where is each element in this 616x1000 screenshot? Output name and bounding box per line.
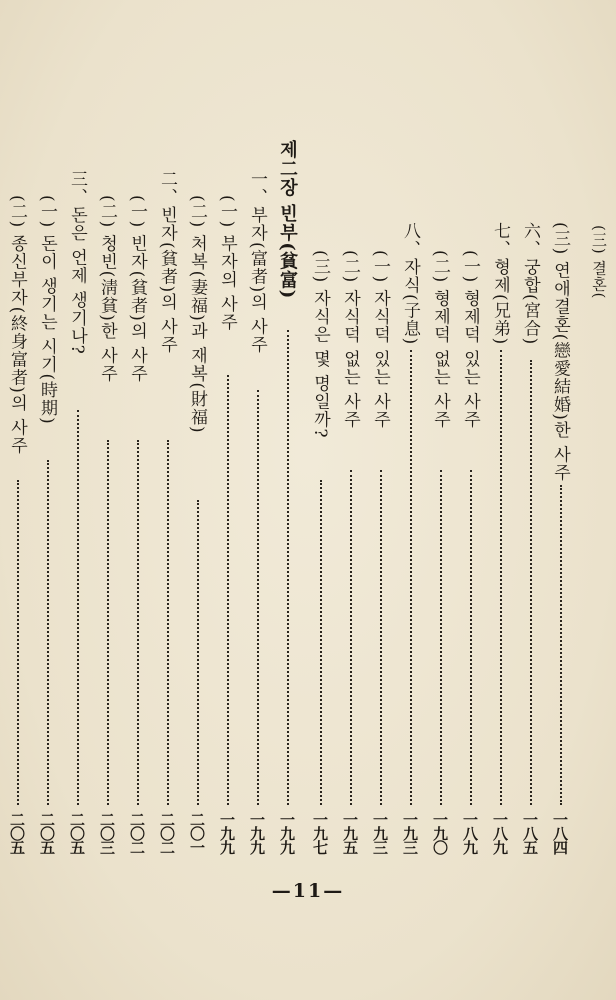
toc-page-ref: 二〇五 xyxy=(68,812,86,854)
leader-dots xyxy=(17,480,21,805)
toc-entry-text: (二) 자식덕 없는 사주 xyxy=(340,250,360,429)
toc-page-ref: 一九九 xyxy=(248,812,266,854)
leader-dots xyxy=(350,470,354,805)
toc-entry xyxy=(242,170,272,354)
toc-entry-text: 一、부자(富者)의 사주 xyxy=(247,170,267,354)
toc-entry-text: (二) 종신부자(終身富者)의 사주 xyxy=(7,195,27,455)
toc-page-ref: 一九九 xyxy=(278,812,296,854)
toc-page-ref: 一九七 xyxy=(311,812,329,854)
toc-page-ref: 一九三 xyxy=(371,812,389,854)
toc-entry xyxy=(152,170,182,354)
toc-entry xyxy=(212,195,242,331)
leader-dots xyxy=(137,440,141,805)
toc-entry xyxy=(305,250,335,439)
toc-entry-text: (一) 돈이 생기는 시기(時期) xyxy=(37,195,57,425)
toc-entry xyxy=(182,195,212,434)
toc-entry-text: 二、빈자(貧者)의 사주 xyxy=(157,170,177,354)
toc-entry xyxy=(515,222,545,345)
toc-entry-text: (一) 자식덕 있는 사주 xyxy=(370,250,390,429)
toc-entry-text: 제二장 빈부(貧富) xyxy=(277,140,298,300)
toc-entry xyxy=(92,195,122,382)
toc-page-ref: 二〇五 xyxy=(8,812,26,854)
toc-page-ref: 二〇二 xyxy=(158,812,176,854)
toc-entry-text: (一) 형제덕 있는 사주 xyxy=(460,250,480,429)
toc-page-ref: 二〇一 xyxy=(188,812,206,854)
leader-dots xyxy=(320,480,324,805)
toc-entry-text: (一) 부자의 사주 xyxy=(217,195,237,332)
toc-entry xyxy=(32,195,62,425)
toc-page-ref: 一八四 xyxy=(551,812,569,854)
leader-dots xyxy=(470,470,474,805)
running-header xyxy=(584,225,614,299)
toc-entry-text: 八、자식(子息) xyxy=(400,222,420,346)
leader-dots xyxy=(77,410,81,805)
toc-entry xyxy=(425,250,455,428)
leader-dots xyxy=(560,485,564,805)
toc-page-ref: 二〇五 xyxy=(38,812,56,854)
leader-dots xyxy=(380,470,384,805)
leader-dots xyxy=(530,360,534,805)
toc-entry-text: (三) 자식은 몇 명일까? xyxy=(310,250,330,439)
leader-dots xyxy=(257,390,261,805)
toc-page-ref: 一九〇 xyxy=(431,812,449,854)
leader-dots xyxy=(47,460,51,805)
toc-entry-text: 七、형제(兄弟) xyxy=(490,222,510,346)
toc-entry xyxy=(545,222,575,481)
toc-entry-text: (二) 형제덕 없는 사주 xyxy=(430,250,450,429)
toc-page-ref: 一八五 xyxy=(521,812,539,854)
chapter-heading xyxy=(272,140,302,299)
leader-dots xyxy=(410,350,414,805)
leader-dots xyxy=(167,440,171,805)
toc-entry-text: 三、돈은 언제 생기나? xyxy=(67,170,87,355)
toc-entry xyxy=(62,170,92,355)
toc-entry-text: (二) 처복(妻福)과 재복(財福) xyxy=(187,195,207,434)
leader-dots xyxy=(500,350,504,805)
toc-page-ref: 二〇三 xyxy=(98,812,116,854)
toc-page-ref: 二〇二 xyxy=(128,812,146,854)
toc-page-ref: 一九九 xyxy=(218,812,236,854)
toc-page-ref: 一八九 xyxy=(461,812,479,854)
running-header-text: (三) 결혼( xyxy=(590,225,608,300)
leader-dots xyxy=(107,440,111,805)
leader-dots xyxy=(287,330,291,805)
toc-entry xyxy=(455,250,485,428)
leader-dots xyxy=(440,470,444,805)
toc-entry-text: (二) 청빈(淸貧)한 사주 xyxy=(97,195,117,383)
toc-page-ref: 一九五 xyxy=(341,812,359,854)
toc-page-ref: 一九三 xyxy=(401,812,419,854)
page-number: —11— xyxy=(271,880,345,902)
leader-dots xyxy=(227,375,231,805)
toc-entry xyxy=(335,250,365,428)
toc-entry xyxy=(485,222,515,345)
toc-entry xyxy=(2,195,32,454)
toc-entry-text: (三) 연애결혼(戀愛結婚)한 사주 xyxy=(550,222,570,482)
toc-page-ref: 一八九 xyxy=(491,812,509,854)
toc-entry xyxy=(365,250,395,428)
leader-dots xyxy=(197,500,201,805)
toc-entry xyxy=(122,195,152,382)
toc-entry xyxy=(395,222,425,345)
toc-entry-text: (一) 빈자(貧者)의 사주 xyxy=(127,195,147,383)
toc-entry-text: 六、궁합(宮合) xyxy=(520,222,540,346)
